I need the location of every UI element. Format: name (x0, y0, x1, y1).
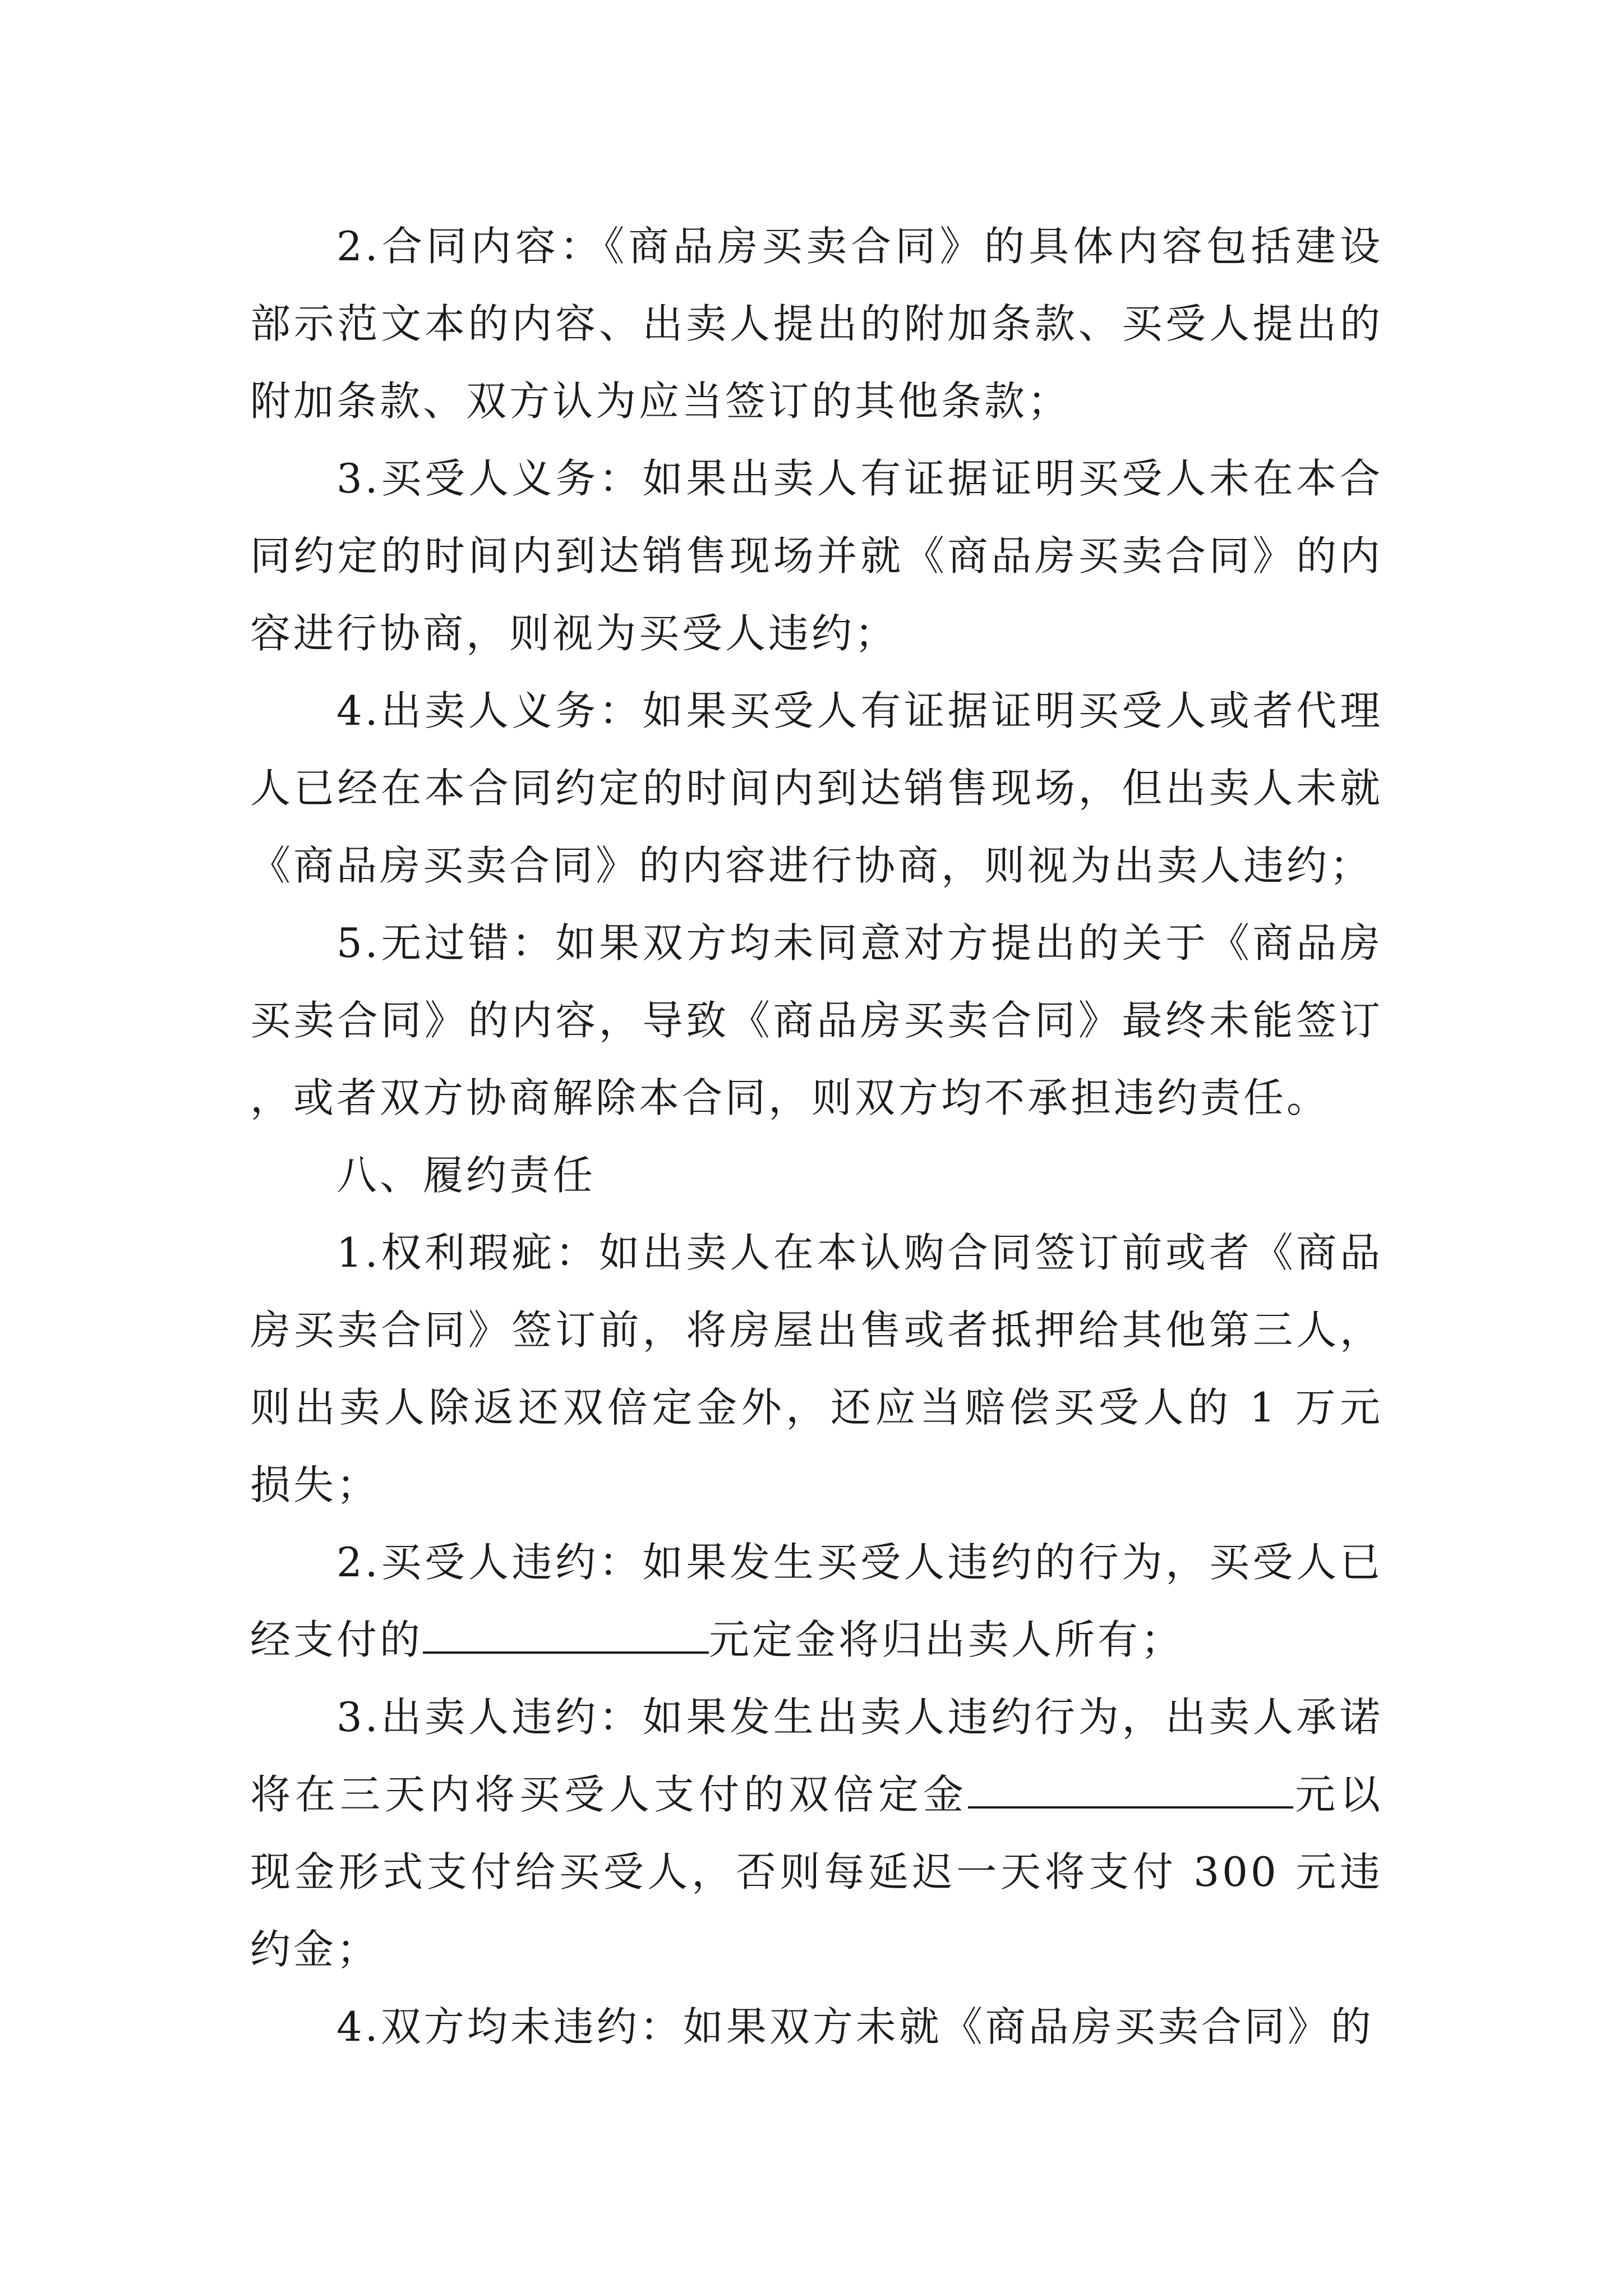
document-body (250, 208, 1383, 2065)
paragraph-title-defect: 1.权利瑕疵：如出卖人在本认购合同签订前或者《商品房买卖合同》签订前，将房屋出售或者抵押给其他第三人，则出卖人除返还双倍定金外，还应当赔偿买受人的 1 万元损失； (250, 1229, 1383, 1508)
paragraph-buyer-obligation: 3.买受人义务：如果出卖人有证据证明买受人未在本合同约定的时间内到达销售现场并就《商品房买卖合同》的内容进行协商，则视为买受人违约； (250, 455, 1383, 657)
deposit-amount-blank[interactable] (423, 1618, 709, 1654)
section-heading-performance-liability: 八、履约责任 (336, 1152, 596, 1199)
paragraph-no-breach: 4.双方均未违约：如果双方未就《商品房买卖合同》的 (336, 2003, 1374, 2050)
buyer-breach-text-before: 2.买受人违约：如果发生买受人违约的行为，买受人已经支付的 (250, 1539, 1383, 1663)
paragraph-buyer-breach (250, 1524, 1383, 1678)
double-deposit-amount-blank[interactable] (968, 1773, 1293, 1809)
seller-breach-text-after: 元以现金形式支付给买受人，否则每延迟一天将支付 300 元违约金； (250, 1771, 1383, 1973)
seller-breach-text-before: 3.出卖人违约：如果发生出卖人违约行为，出卖人承诺将在三天内将买受人支付的双倍定金 (250, 1694, 1383, 1818)
paragraph-no-fault: 5.无过错：如果双方均未同意对方提出的关于《商品房买卖合同》的内容，导致《商品房买卖合同》最终未能签订，或者双方协商解除本合同，则双方均不承担违约责任。 (250, 919, 1383, 1121)
paragraph-seller-obligation: 4.出卖人义务：如果买受人有证据证明买受人或者代理人已经在本合同约定的时间内到达销售现场，但出卖人未就《商品房买卖合同》的内容进行协商，则视为出卖人违约； (250, 687, 1383, 889)
paragraph-contract-content: 2.合同内容：《商品房买卖合同》的具体内容包括建设部示范文本的内容、出卖人提出的附加条款、买受人提出的附加条款、双方认为应当签订的其他条款； (250, 223, 1383, 425)
paragraph-seller-breach (250, 1678, 1383, 1988)
buyer-breach-text-after: 元定金将归出卖人所有； (709, 1616, 1184, 1663)
